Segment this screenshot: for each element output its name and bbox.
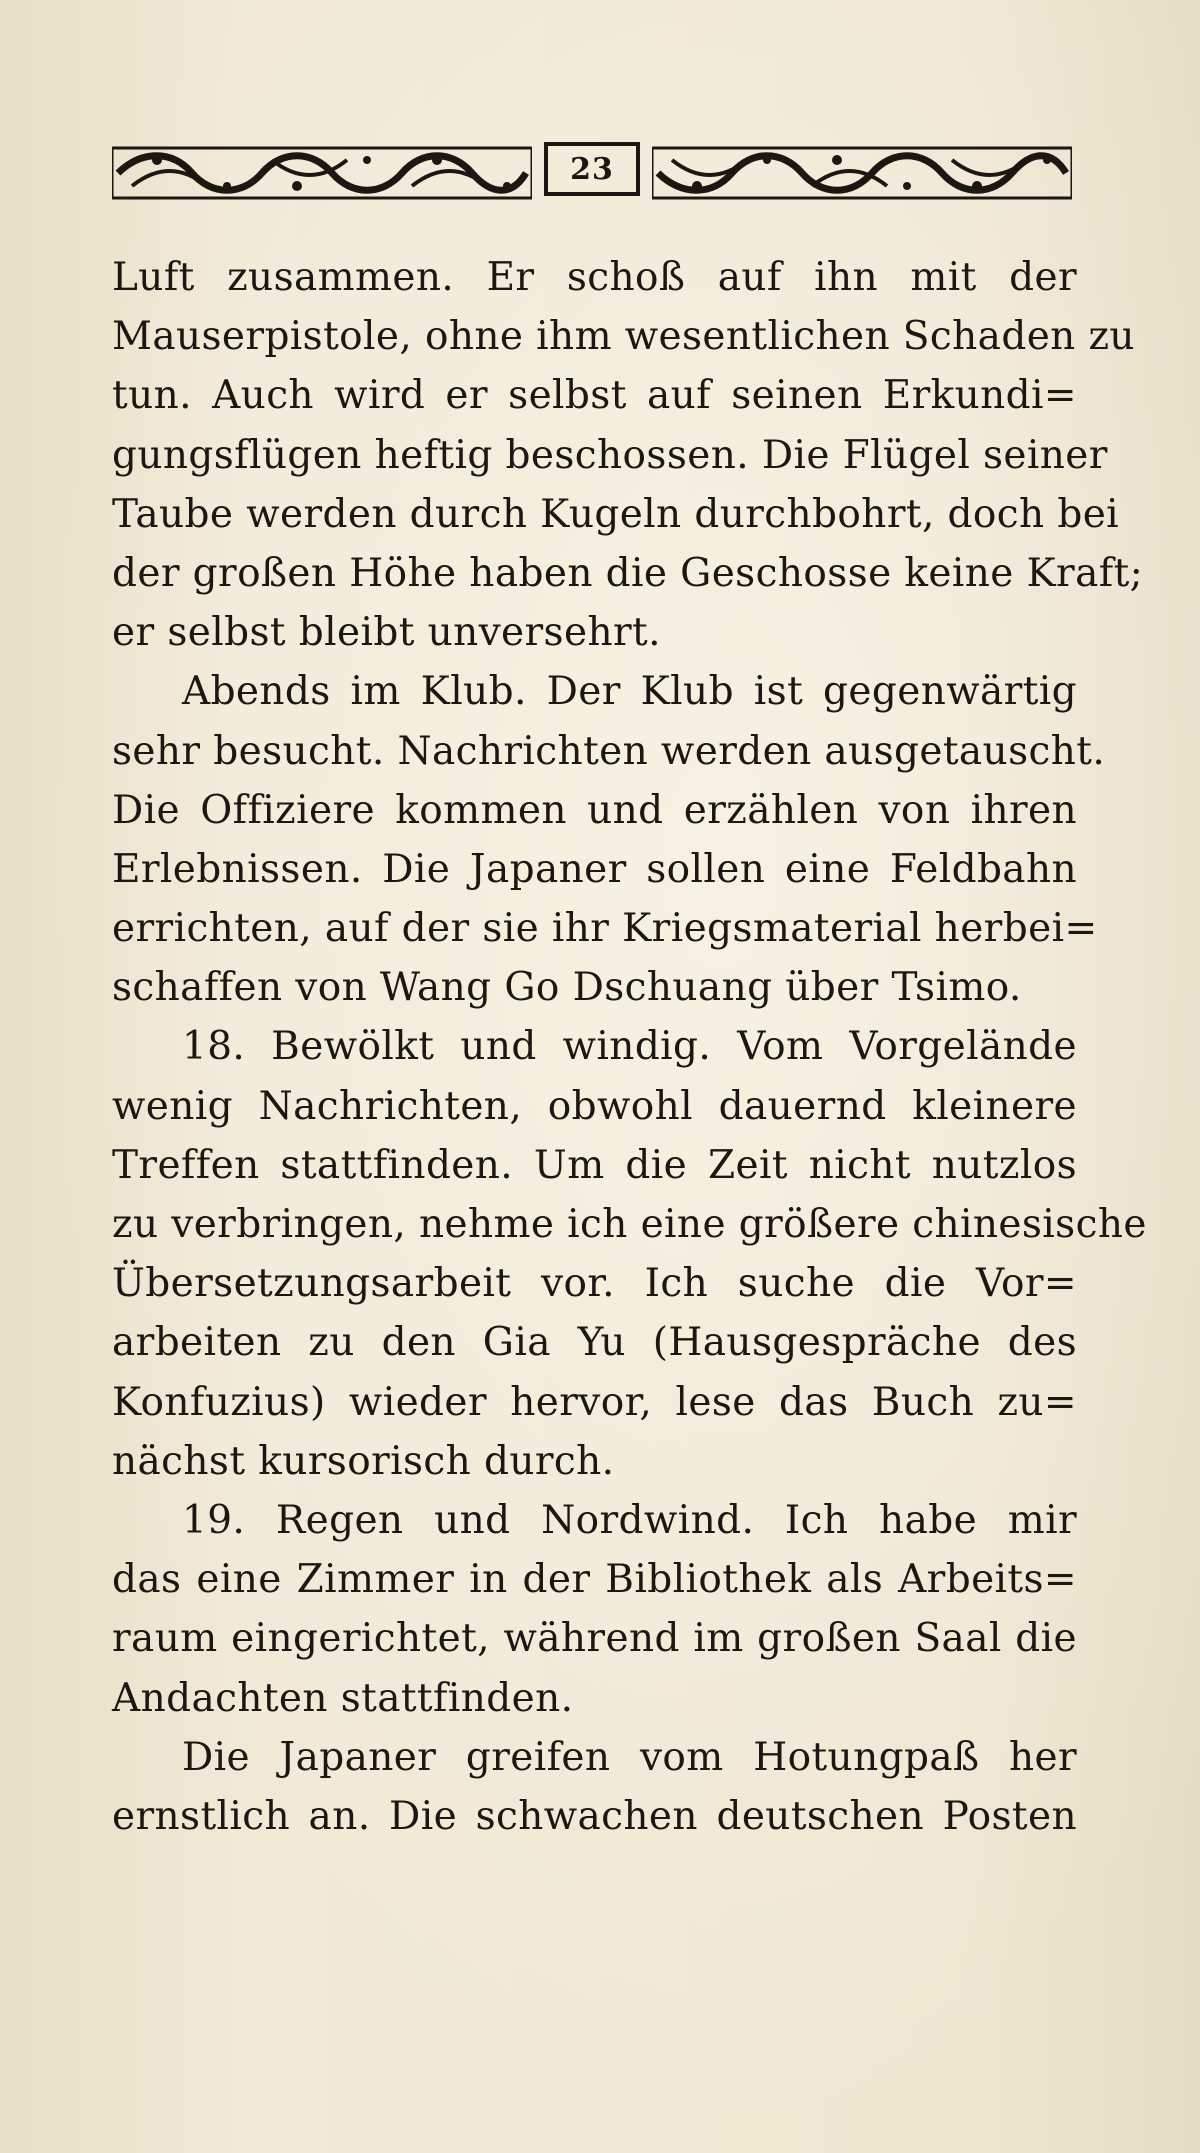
- text-line: Mauserpistole, ohne ihm wesentlichen Schaden zu: [112, 314, 1135, 360]
- text-line: Luft zusammen. Er schoß auf ihn mit der: [112, 255, 1077, 300]
- text-line: gungsflügen heftig beschossen. Die Flügel seiner: [112, 432, 1108, 478]
- text-line: Abends im Klub. Der Klub ist gegenwärtig: [182, 669, 1077, 715]
- left-ornament-band: [112, 146, 532, 200]
- text-line: nächst kursorisch durch.: [112, 1438, 615, 1484]
- text-line: Konfuzius) wieder hervor, lese das Buch zu=: [112, 1379, 1077, 1425]
- text-line: der großen Höhe haben die Geschosse keine Kraft;: [112, 550, 1144, 596]
- text-line: wenig Nachrichten, obwohl dauernd kleinere: [112, 1083, 1077, 1129]
- page-number: 23: [544, 142, 640, 196]
- page-header: [112, 142, 1072, 204]
- text-line: zu verbringen, nehme ich eine größere chinesische: [112, 1202, 1147, 1247]
- text-line: er selbst bleibt unversehrt.: [112, 610, 661, 656]
- text-line: raum eingerichtet, während im großen Saal die: [112, 1616, 1077, 1662]
- text-line: Taube werden durch Kugeln durchbohrt, doch bei: [112, 491, 1120, 537]
- text-line: Erlebnissen. Die Japaner sollen eine Feldbahn: [112, 846, 1077, 892]
- text-line: Übersetzungsarbeit vor. Ich suche die Vor=: [112, 1261, 1077, 1307]
- text-line: 19. Regen und Nordwind. Ich habe mir: [182, 1497, 1077, 1543]
- text-line: Die Japaner greifen vom Hotungpaß her: [182, 1734, 1077, 1780]
- text-line: arbeiten zu den Gia Yu (Hausgespräche des: [112, 1320, 1077, 1366]
- text-line: 18. Bewölkt und windig. Vom Vorgelände: [182, 1024, 1077, 1070]
- text-line: ernstlich an. Die schwachen deutschen Posten: [112, 1793, 1077, 1839]
- body-text: [112, 248, 1147, 1846]
- text-line: Treffen stattfinden. Um die Zeit nicht nutzlos: [112, 1142, 1077, 1188]
- text-line: sehr besucht. Nachrichten werden ausgetauscht.: [112, 728, 1106, 774]
- text-line: Andachten stattfinden.: [112, 1675, 574, 1721]
- right-ornament-band: [652, 146, 1072, 200]
- text-line: tun. Auch wird er selbst auf seinen Erkundi=: [112, 373, 1077, 419]
- text-line: errichten, auf der sie ihr Kriegsmaterial herbei=: [112, 906, 1098, 952]
- text-line: Die Offiziere kommen und erzählen von ihren: [112, 787, 1077, 833]
- text-line: schaffen von Wang Go Dschuang über Tsimo.: [112, 965, 1022, 1011]
- text-line: das eine Zimmer in der Bibliothek als Arbeits=: [112, 1557, 1077, 1603]
